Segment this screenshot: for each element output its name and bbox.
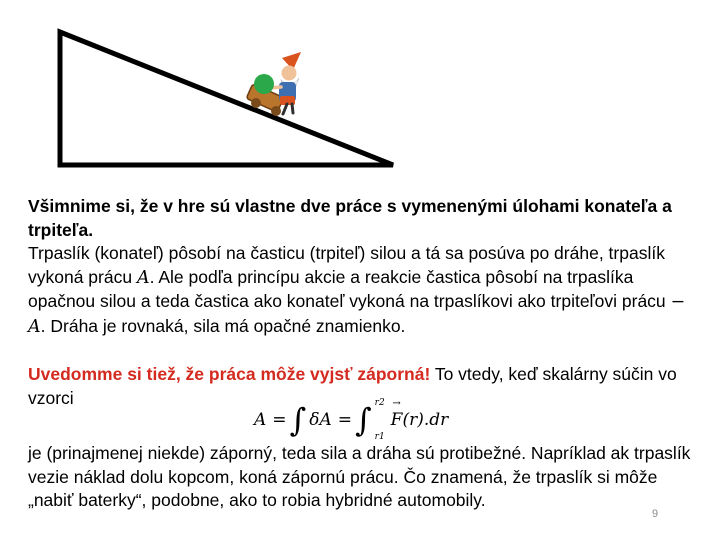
paragraph-example: je (prinajmenej niekde) záporný, teda sila a dráha sú protibežné. Napríklad ak trpaslík vezie náklad dolu kopcom, koná zápornú prácu. Čo znamená, že trpaslík si môže „nabiť baterky“, podobne, ako to robia hybridné automobily. <box>28 443 691 510</box>
paragraph-intro: Všimnime si, že v hre sú vlastne dve práce s vymenenými úlohami konateľa a trpiteľa. <box>28 196 672 240</box>
negative-work-condition: To vtedy, keď skalárny súčin vo vzorci <box>28 364 677 408</box>
formula-equals-2: = <box>337 410 352 430</box>
page-number: 9 <box>652 508 659 520</box>
integral-sign-1: ∫ <box>289 401 307 439</box>
explanation-part-2: . Ale podľa princípu akcie a reakcie častica pôsobí na trpaslíka opačnou silou a teda častica ako konateľ vykoná na trpaslíkovi ako trpiteľovi prácu <box>28 266 671 311</box>
particle-ball <box>254 74 274 94</box>
incline-illustration <box>0 0 720 190</box>
paragraph-explanation <box>28 242 696 339</box>
work-formula <box>254 398 448 442</box>
integral-upper-limit: r2 <box>374 398 385 408</box>
integral-limits <box>375 398 385 442</box>
explanation-part-1: Trpaslík (konateľ) pôsobí na časticu (trpiteľ) silou a tá sa posúva po dráhe, trpaslík vykoná prácu <box>28 243 665 287</box>
displacement-element: .dr <box>423 410 449 430</box>
explanation-part-3: . Dráha je rovnaká, sila má opačné znamienko. <box>40 315 406 336</box>
integral-lower-limit: r1 <box>374 432 385 442</box>
force-vector: F → <box>391 410 403 430</box>
formula-equals-1: = <box>272 410 287 430</box>
emphasis-negative-work: Uvedomme si tiež, že práca môže vyjsť záporná! <box>28 364 431 384</box>
force-argument: (r) <box>402 410 424 430</box>
formula-lhs: A <box>254 410 267 430</box>
incline-triangle <box>60 32 393 165</box>
negative-work-symbol: − A <box>28 292 686 337</box>
integral-sign-2: ∫ <box>354 401 372 439</box>
work-symbol-a: A <box>136 267 150 288</box>
formula-delta-a: δA <box>309 410 332 430</box>
